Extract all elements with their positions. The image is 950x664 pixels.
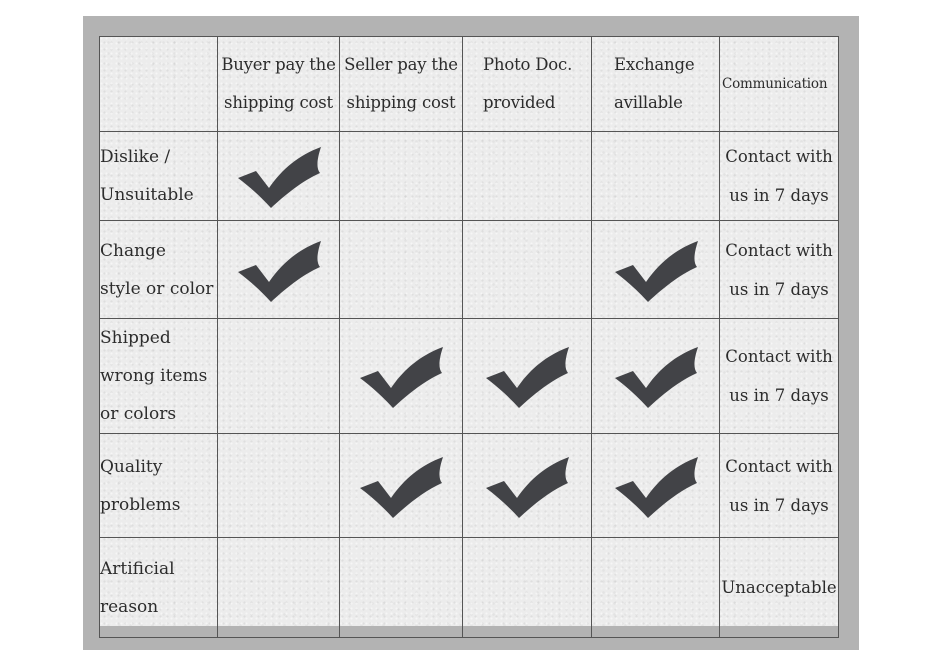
checkmark-icon: [613, 238, 699, 302]
corner-header: [100, 37, 218, 132]
table-row: [100, 538, 839, 638]
cell-communication: Contact with us in 7 days: [720, 221, 839, 319]
header-communication: Communication: [720, 37, 839, 132]
cell-seller-pays: [340, 132, 463, 221]
cell-seller-pays: [340, 434, 463, 538]
checkmark-icon: [236, 144, 322, 208]
cell-exchange: [592, 319, 720, 434]
checkmark-icon: [613, 344, 699, 408]
checkmark-icon: [484, 344, 570, 408]
row-label-artificial-reason: Artificial reason: [100, 538, 218, 638]
cell-seller-pays: [340, 538, 463, 638]
checkmark-icon: [236, 238, 322, 302]
table-row: [100, 132, 839, 221]
row-label-shipped-wrong-items-or-colors: Shipped wrong items or colors: [100, 319, 218, 434]
row-label-dislike-unsuitable: Dislike / Unsuitable: [100, 132, 218, 221]
cell-seller-pays: [340, 319, 463, 434]
cell-communication: Contact with us in 7 days: [720, 434, 839, 538]
row-label-change-style-or-color: Change style or color: [100, 221, 218, 319]
checkmark-icon: [484, 454, 570, 518]
header-exchange: Exchange avillable: [592, 37, 720, 132]
cell-buyer-pays: [218, 538, 340, 638]
header-row: [100, 37, 839, 132]
cell-communication: Contact with us in 7 days: [720, 319, 839, 434]
checkmark-icon: [358, 344, 444, 408]
header-photo-doc: Photo Doc. provided: [463, 37, 592, 132]
cell-photo-doc: [463, 434, 592, 538]
returns-policy-table: [99, 36, 839, 638]
cell-communication: Contact with us in 7 days: [720, 132, 839, 221]
header-seller-pays: Seller pay the shipping cost: [340, 37, 463, 132]
row-label-quality-problems: Quality problems: [100, 434, 218, 538]
cell-buyer-pays: [218, 319, 340, 434]
cell-photo-doc: [463, 132, 592, 221]
cell-buyer-pays: [218, 132, 340, 221]
checkmark-icon: [358, 454, 444, 518]
checkmark-icon: [613, 454, 699, 518]
cell-buyer-pays: [218, 434, 340, 538]
cell-exchange: [592, 538, 720, 638]
cell-photo-doc: [463, 319, 592, 434]
header-buyer-pays: Buyer pay the shipping cost: [218, 37, 340, 132]
cell-exchange: [592, 434, 720, 538]
table-row: [100, 221, 839, 319]
cell-exchange: [592, 221, 720, 319]
cell-photo-doc: [463, 538, 592, 638]
cell-buyer-pays: [218, 221, 340, 319]
cell-communication: Unacceptable: [720, 538, 839, 638]
table-row: [100, 319, 839, 434]
cell-photo-doc: [463, 221, 592, 319]
cell-seller-pays: [340, 221, 463, 319]
table-row: [100, 434, 839, 538]
cell-exchange: [592, 132, 720, 221]
